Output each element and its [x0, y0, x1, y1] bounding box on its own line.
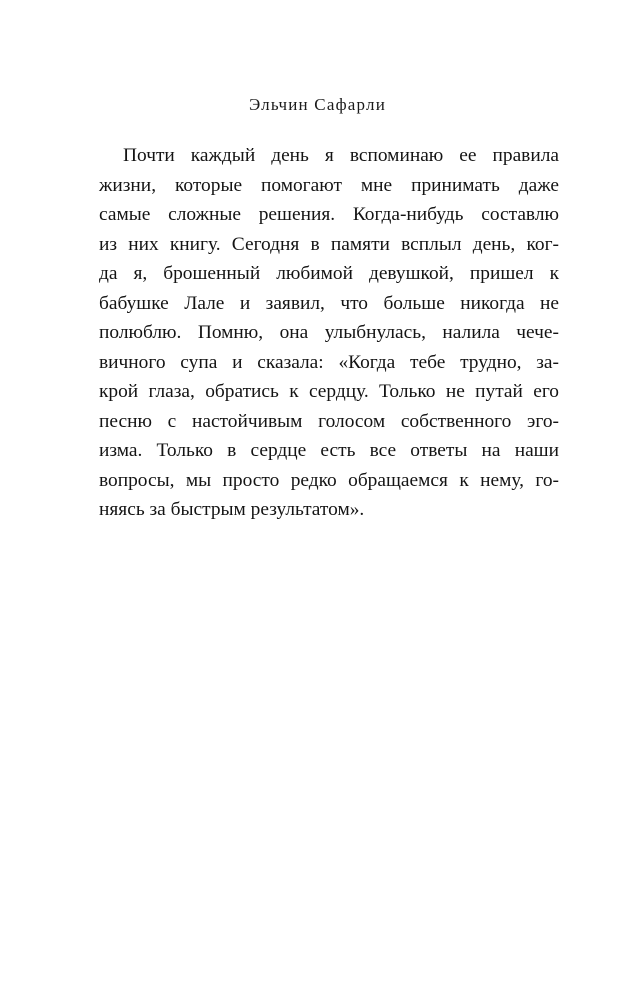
text-line: из них книгу. Сегодня в памяти всплыл день, ког- [99, 233, 559, 255]
text-line: изма. Только в сердце есть все ответы на наши [99, 440, 559, 461]
running-head-author: Эльчин Сафарли [248, 95, 387, 114]
text-line: няясь за быстрым результатом». [99, 499, 365, 520]
text-line: самые сложные решения. Когда-нибудь составлю [99, 204, 559, 225]
text-line: да я, брошенный любимой девушкой, пришел к [99, 263, 559, 284]
text-line: бабушке Лале и заявил, что больше никогда не [99, 292, 559, 314]
text-line: жизни, которые помогают мне принимать даже [99, 174, 559, 196]
body-paragraph [99, 141, 559, 525]
text-line: Почти каждый день я вспоминаю ее правила [123, 145, 559, 166]
text-line: вичного супа и сказала: «Когда тебе трудно, за- [99, 351, 559, 373]
text-line: полюблю. Помню, она улыбнулась, налила чече- [99, 322, 559, 343]
text-line: крой глаза, обратись к сердцу. Только не путай его [99, 381, 559, 402]
text-line: вопросы, мы просто редко обращаемся к нему, го- [99, 469, 559, 491]
text-line: песню с настойчивым голосом собственного эго- [99, 410, 559, 432]
